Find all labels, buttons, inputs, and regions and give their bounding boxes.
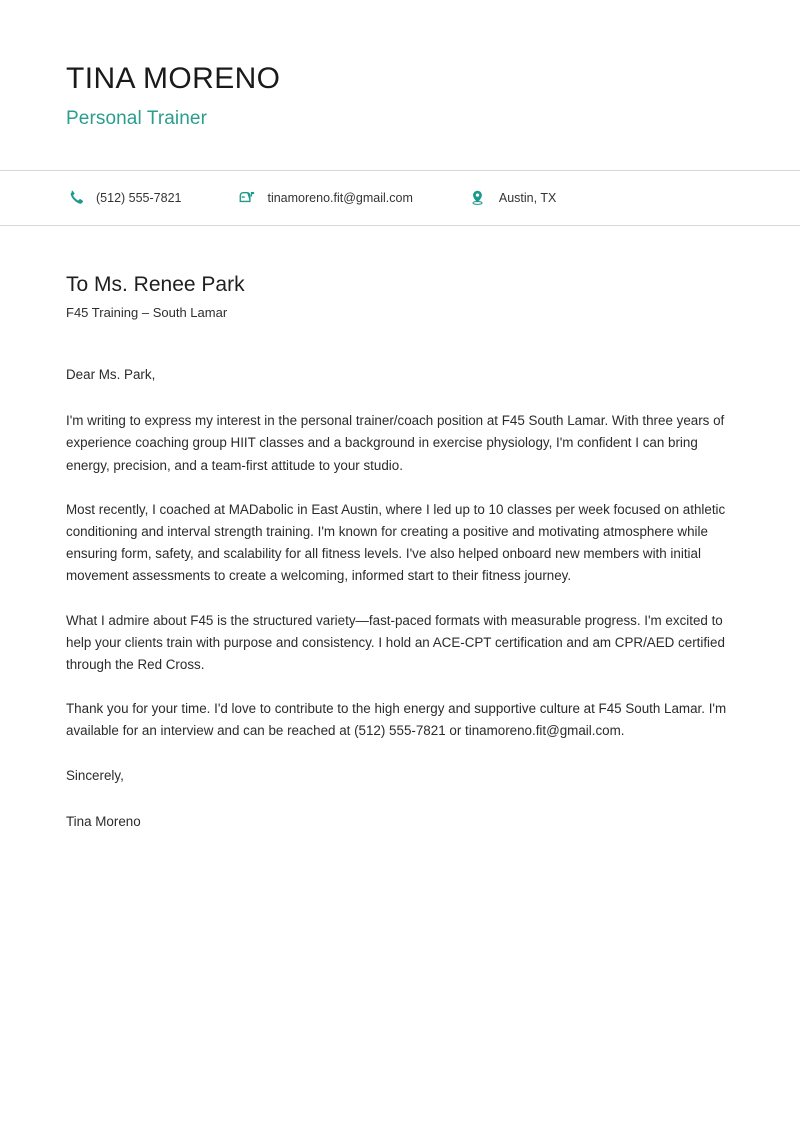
paragraph-3: What I admire about F45 is the structured variety—fast-paced formats with measurable progress. I'm excited to help your clients train with purpose and consistency. I hold an ACE-CPT certification and am CPR/AED certified through the Red Cross.	[66, 612, 725, 672]
contact-item-email[interactable]	[237, 189, 412, 207]
paragraph-1: I'm writing to express my interest in the personal trainer/coach position at F45 South Lamar. With three years of experience coaching group HIIT classes and a background in exercise physiology, I'm confident I can bring energy, precision, and a team-first attitude to your studio.	[66, 413, 725, 473]
letterhead	[0, 0, 800, 130]
contact-phone-value: (512) 555-7821	[96, 190, 182, 205]
signature-name: Tina Moreno	[66, 813, 141, 829]
letter-content	[66, 364, 734, 833]
location-pin-icon	[469, 189, 487, 207]
recipient-block	[66, 272, 734, 322]
contact-email-value: tinamoreno.fit@gmail.com	[267, 190, 413, 205]
page-title: TINA MORENO	[66, 62, 281, 95]
contact-item-phone[interactable]	[66, 189, 181, 207]
mailbox-icon	[237, 189, 255, 207]
phone-icon	[66, 189, 84, 207]
contact-item-location[interactable]	[469, 189, 556, 207]
closing-line: Sincerely,	[66, 767, 124, 783]
recipient-name: To Ms. Renee Park	[66, 272, 245, 296]
job-title-subtitle: Personal Trainer	[66, 108, 208, 129]
recipient-organization: F45 Training – South Lamar	[66, 305, 228, 321]
paragraph-4: Thank you for your time. I'd love to contribute to the high energy and supportive culture at F45 South Lamar. I'm available for an interview and can be reached at (512) 555-7821 or tinamoreno.fit@gmail.com.	[66, 701, 727, 739]
contact-location-value: Austin, TX	[498, 190, 557, 205]
paragraph-2: Most recently, I coached at MADabolic in East Austin, where I led up to 10 classes per week focused on athletic conditioning and interval strength training. I'm known for creating a positive and motivating atmosphere while ensuring form, safety, and scalability for all fitness levels. I've also helped onboard new members with initial movement assessments to create a welcoming, informed start to their fitness journey.	[66, 501, 726, 584]
letter-body	[0, 226, 800, 833]
salutation: Dear Ms. Park,	[66, 366, 156, 382]
contact-bar	[0, 171, 800, 225]
